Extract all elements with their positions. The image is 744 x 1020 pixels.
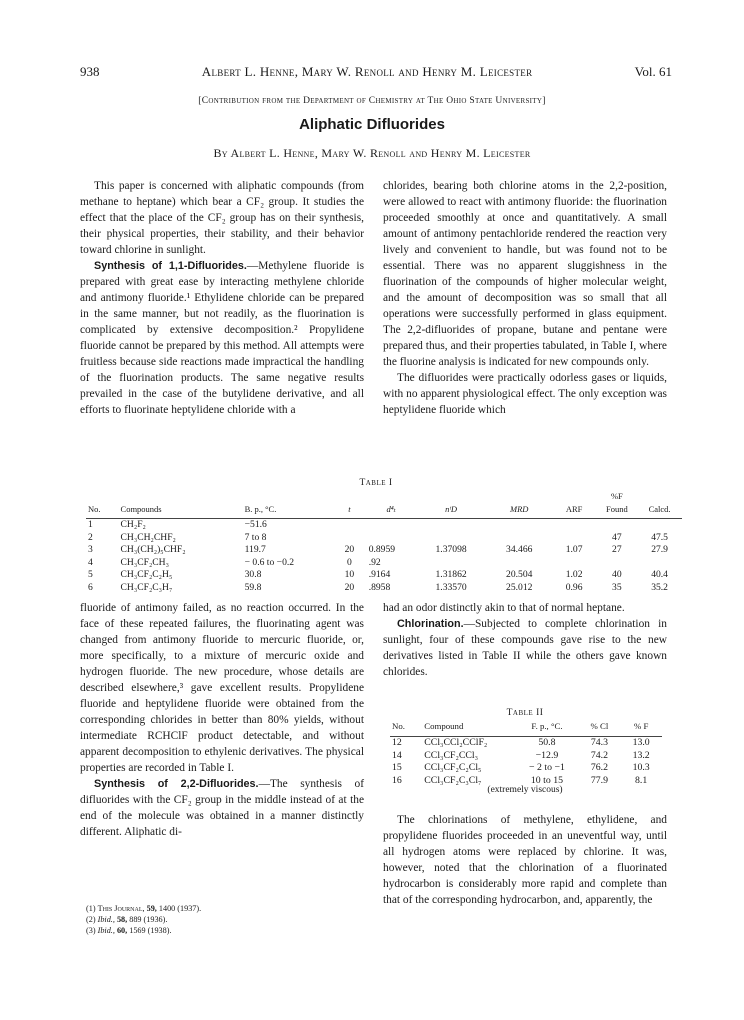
table-cell: 35.2 (651, 581, 668, 593)
table-cell: 10 (344, 569, 355, 580)
table-cell: 10 to 15 (530, 775, 564, 787)
col-header: Compound (422, 720, 515, 736)
contribution-line: [Contribution from the Department of Chemistry at The Ohio State University] (198, 96, 546, 106)
table-cell: .9164 (368, 569, 391, 580)
table-cell (416, 519, 487, 532)
col-header: ARF (552, 490, 597, 519)
footnote: (2) Ibid., 58, 889 (1936). (86, 915, 168, 924)
column-2 (383, 178, 667, 418)
table-cell: .92 (368, 556, 381, 568)
section-heading: Synthesis of 2,2-Difluorides. (94, 778, 259, 790)
table-row (86, 519, 682, 532)
col-header: No. (86, 490, 119, 519)
table-cell (597, 519, 638, 532)
table-cell: CH₃CF₂C₃H₇ (120, 581, 173, 593)
table-cell: 25.012 (506, 581, 533, 593)
article-title: Aliphatic Difluorides (299, 116, 445, 133)
table-cell: .8958 (368, 581, 391, 593)
table-header-row (86, 490, 682, 519)
table-cell: 59.8 (244, 581, 262, 593)
table-cell: 30.8 (244, 569, 262, 580)
table-row (86, 532, 682, 545)
table-cell: 10.3 (632, 762, 650, 774)
footnote: (1) This Journal, 59, 1400 (1937). (86, 904, 202, 913)
table-cell: 74.2 (590, 749, 609, 761)
table-cell (367, 519, 416, 532)
table-cell: 15 (392, 762, 402, 774)
table-cell: CH₃CF₂CH₃ (120, 556, 169, 568)
table-row (390, 762, 662, 775)
chlorination-detail-paragraph: The chlorinations of methylene, ethylidene, and propylidene fluorides proceeded in an uneventful way, until all hydrogen atoms were replaced by chlorine. It was, however, noted that the chlorination of a fluorinated hydrocarbon is considerably more rapid and complete than that of the corresponding hydrocarbon, and, apparently, the (383, 814, 667, 906)
table-cell (416, 532, 487, 545)
table-cell (552, 557, 597, 570)
table-cell: 35 (612, 581, 622, 593)
table-cell (416, 557, 487, 570)
table-header-row (390, 720, 662, 736)
table-cell: 77.9 (590, 775, 609, 787)
table-cell: 14 (392, 749, 402, 761)
col-header: Compounds (119, 490, 243, 519)
table-cell: 47 (612, 531, 622, 543)
table-cell: 76.2 (590, 762, 609, 774)
table-cell: −51.6 (244, 519, 267, 530)
table-cell: CCl₃CF₂C₂Cl₅ (424, 762, 482, 774)
table-cell: 50.8 (538, 736, 556, 748)
table-cell: 20 (344, 544, 355, 555)
continued-paragraph: chlorides, bearing both chlorine atoms in the 2,2-position, were allowed to react with antimony fluoride: the fluorination proceeded smoothly at once and quantitatively. A small amount of antimony pentachloride rendered the reaction very lively and convenient to handle, but was found not to be essential. There was no apparent sluggishness in the fluorination of the compounds of higher molecular weight, and the amount of decomposition was so small that all operations were successfully performed in glass equipment. The 2,2-difluorides of propane, butane and pentane were prepared thus, and their properties tabulated, in Table I, where the fluorine analysis is indicated for new compounds only. (383, 180, 667, 368)
col-header: d⁴ₜ (367, 490, 416, 519)
table-cell (552, 519, 597, 532)
synthesis-11-paragraph (80, 258, 364, 418)
col-header: % F (620, 720, 662, 736)
table-cell: 16 (392, 775, 402, 787)
table-cell (487, 557, 552, 570)
table-2-note: (extremely viscous) (487, 785, 563, 795)
running-header (80, 62, 672, 82)
table-cell: 12 (392, 736, 402, 748)
table-cell: 1.31862 (435, 569, 467, 580)
odor-paragraph: The difluorides were practically odorless gases or liquids, with no apparent physiological effect. The only exception was heptylidene fluoride which (383, 372, 667, 416)
col-header: MRD (487, 490, 552, 519)
table-cell: 1.02 (565, 569, 583, 580)
table-cell: 40.4 (651, 569, 668, 580)
table-row (86, 544, 682, 557)
table-cell: 4 (88, 556, 93, 568)
table-cell: 27.9 (651, 544, 668, 555)
table-cell: 2 (88, 531, 93, 543)
table-row (86, 569, 682, 582)
table-cell: 40 (612, 569, 622, 580)
section-heading: Synthesis of 1,1-Difluorides. (94, 260, 247, 272)
table-cell: 34.466 (506, 544, 533, 555)
table-cell (637, 519, 682, 532)
table-cell: 1.33570 (435, 581, 467, 593)
page-number: 938 (80, 64, 100, 79)
paragraph-text: —Subjected to complete chlorination in sunlight, four of these compounds gave rise to the new derivatives listed in Table II while the others gave known chlorides. (383, 618, 667, 678)
table-cell: 0.8959 (368, 544, 396, 555)
table-2-caption: Table II (506, 708, 544, 718)
table-cell: 20 (344, 581, 355, 593)
col-header: nᵗD (416, 490, 487, 519)
table-cell: 1 (88, 519, 93, 530)
table-row (390, 736, 662, 749)
table-cell: CH₃(CH₂)₅CHF₂ (120, 544, 186, 555)
col-header: Calcd. (637, 490, 682, 519)
table-cell: − 0.6 to −0.2 (244, 556, 295, 568)
table-cell: 6 (88, 581, 93, 593)
table-cell: 13.0 (632, 736, 650, 748)
column-1 (80, 178, 364, 418)
table-cell (487, 532, 552, 545)
table-cell: 5 (88, 569, 93, 580)
table-cell: CCl₃CCl₂CClF₂ (424, 736, 488, 748)
table-cell (332, 519, 367, 532)
table-cell: 7 to 8 (244, 531, 267, 543)
table-2 (390, 720, 662, 788)
table-cell: CH₃CF₂C₂H₅ (120, 569, 173, 580)
table-cell: 74.3 (590, 736, 609, 748)
column-5 (383, 812, 667, 908)
table-cell: 0.96 (565, 581, 583, 593)
col-header: No. (390, 720, 422, 736)
table-cell: 1.37098 (435, 544, 467, 555)
header-authors: Albert L. Henne, Mary W. Renoll and Henry M. Leicester (201, 64, 533, 79)
continued-paragraph: fluoride of antimony failed, as no reaction occurred. In the face of these repeated failures, the fluorinating agent was changed from antimony fluoride to mercuric fluoride, or, more specifically, to a mixture of mercuric oxide and hydrogen fluoride. The new procedure, whose details are described elsewhere,³ gave excellent results. Propylidene fluoride and heptylidene fluoride were obtained from the corresponding chlorides in better than 80% yields, without intermediate RCHClF product detectable, and without apparent decomposition to ethylenic derivatives. The physical properties are recorded in Table I. (80, 602, 364, 774)
table-cell (487, 519, 552, 532)
section-heading: Chlorination. (397, 618, 464, 630)
table-cell: CH₂F₂ (120, 519, 146, 530)
table-cell: CCl₃CF₂CCl₃ (424, 749, 479, 761)
table-cell: 1.07 (565, 544, 583, 555)
table-cell (552, 532, 597, 545)
paragraph-text: —Methylene fluoride is prepared with great ease by interacting methylene chloride and antimony fluoride.¹ Ethylidene chloride can be prepared in the same manner, but not readily, as the fluorination is complicated by extensive decomposition.² Propylidene fluoride cannot be prepared by this method. All attempts were fruitless because side reactions made impractical the handling of the fluorination products. The same negative results prevailed in the case of the butylidene derivative, and all efforts to fluorinate heptylidene chloride with a (80, 260, 364, 416)
footnotes (80, 903, 364, 936)
table-cell (367, 532, 416, 545)
table-row (390, 750, 662, 763)
table-cell (597, 557, 638, 570)
byline: By Albert L. Henne, Mary W. Renoll and Henry M. Leicester (213, 146, 531, 160)
table-cell: 13.2 (632, 749, 650, 761)
table-cell: 3 (88, 544, 93, 555)
volume-label: Vol. 61 (634, 64, 672, 79)
table-cell: −12.9 (535, 749, 559, 761)
table-1-caption: Table I (359, 478, 393, 488)
table-row (86, 557, 682, 570)
table-1 (86, 490, 682, 594)
footnote: (3) Ibid., 60, 1569 (1938). (86, 926, 172, 935)
col-header: t (332, 490, 367, 519)
table-cell: 0 (347, 556, 352, 568)
col-header: B. p., °C. (243, 490, 333, 519)
table-cell: 8.1 (635, 775, 648, 787)
table-cell: CCl₃CF₂C₃Cl₇ (424, 775, 482, 787)
table-cell: 119.7 (244, 544, 266, 555)
col-header: F. p., °C. (515, 720, 578, 736)
chlorination-paragraph (383, 616, 667, 680)
continued-paragraph: had an odor distinctly akin to that of normal heptane. (383, 602, 625, 614)
col-header-found: %F Found (597, 490, 638, 519)
table-cell: CH₃CH₂CHF₂ (120, 531, 176, 543)
synthesis-22-paragraph (80, 776, 364, 840)
table-cell: − 2 to −1 (529, 762, 565, 774)
column-4 (383, 600, 667, 680)
paragraph-text: —The synthesis of difluorides with the CF₂ group in the middle instead of at the end of the molecule was obtained in a manner distinctly different. Aliphatic di- (80, 778, 364, 838)
column-3 (80, 600, 364, 840)
table-cell (637, 557, 682, 570)
table-cell: 20.504 (506, 569, 533, 580)
col-header: % Cl (579, 720, 621, 736)
table-cell (332, 532, 367, 545)
table-cell: 27 (612, 544, 622, 555)
table-row (86, 582, 682, 595)
table-cell: 47.5 (651, 531, 668, 543)
intro-paragraph: This paper is concerned with aliphatic compounds (from methane to heptane) which bear a CF₂ group. It studies the effect that the place of the CF₂ group has on their synthesis, their physical properties, their stability, and their behavior toward chlorine in sunlight. (80, 180, 364, 256)
